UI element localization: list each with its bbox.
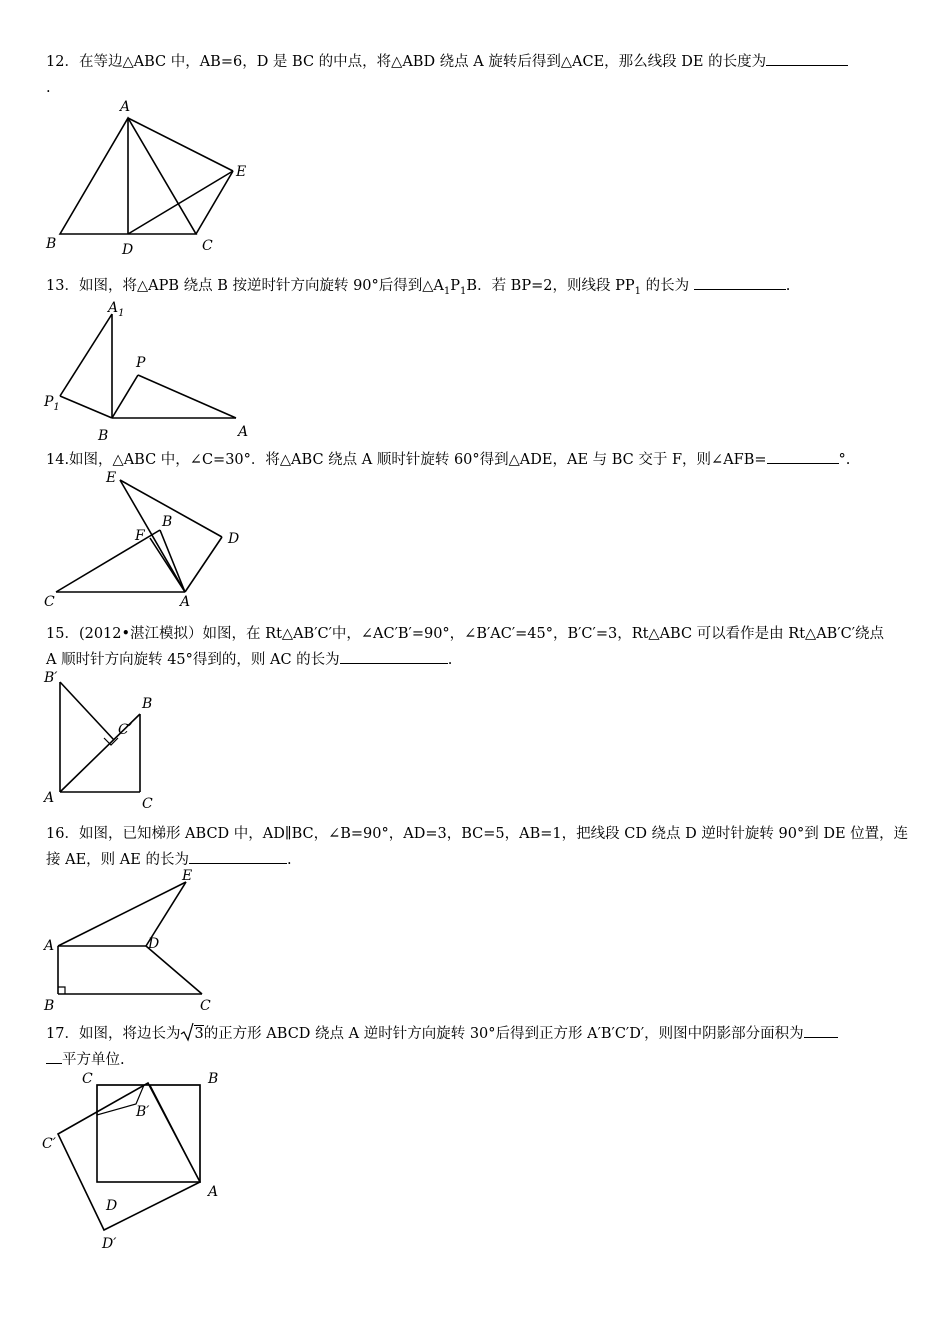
label-a: A [208, 1184, 219, 1200]
sqrt-symbol: 3 [180, 1022, 203, 1047]
square-abcd [97, 1085, 200, 1182]
q12-text: 12．在等边△ABC 中，AB=6，D 是 BC 的中点，将△ABD 绕点 A 旋转后得到△ACE，那么线段 DE 的长度为 [46, 54, 767, 70]
segment-bp [112, 375, 138, 418]
question-15: 15．(2012•湛江模拟）如图，在 Rt△AB′C′中，∠AC′B′=90°，∠B′AC′=45°，B′C′=3，Rt△ABC 可以看作是由 Rt△AB′C′绕点 [46, 626, 884, 642]
segment-ce [196, 171, 233, 234]
q15-figure [40, 668, 180, 818]
segment-bp-cp [60, 682, 114, 740]
segment-ba [160, 530, 185, 592]
question-16-line2: 接 AE，则 AE 的长为 . [46, 848, 908, 873]
segment-fa [150, 538, 185, 592]
label-b-prime: B′ [44, 670, 58, 686]
segment-da [185, 537, 222, 592]
label-c: C [200, 998, 211, 1014]
label-d: D [228, 531, 240, 547]
q12-end: . [46, 80, 51, 96]
q15-answer-blank[interactable] [340, 648, 448, 664]
label-p1: $P_1$ [44, 394, 60, 413]
label-e: E [106, 470, 117, 486]
question-17-line2: 平方单位. [46, 1048, 908, 1073]
segment-de [128, 171, 233, 234]
label-b-prime: B′ [136, 1104, 150, 1120]
label-p: P [136, 355, 146, 371]
label-d: D [122, 242, 134, 258]
segment-dc [146, 946, 202, 994]
label-c-prime: C′ [118, 722, 132, 738]
right-angle-mark [58, 987, 65, 994]
question-16: 16．如图，已知梯形 ABCD 中，AD∥BC，∠B=90°，AD=3，BC=5，AB=1，把线段 CD 绕点 D 逆时针旋转 90°到 DE 位置，连 [46, 826, 909, 842]
q17-answer-blank-part1[interactable] [804, 1022, 838, 1038]
q13-figure [40, 296, 270, 446]
label-b: B [98, 428, 109, 444]
question-12 [46, 50, 908, 75]
q12-answer-blank[interactable] [766, 50, 848, 66]
label-c: C [82, 1071, 93, 1087]
label-b: B [162, 514, 173, 530]
segment-ea [120, 480, 185, 592]
q16-answer-blank[interactable] [189, 848, 287, 864]
label-b: B [208, 1071, 219, 1087]
label-b: B [46, 236, 57, 252]
q14-answer-blank[interactable] [767, 448, 839, 464]
label-a: A [44, 938, 55, 954]
question-14: 14.如图，△ABC 中，∠C=30°．将△ABC 绕点 A 顺时针旋转 60°得到△ADE，AE 与 BC 交于 F，则∠AFB= °. [46, 448, 908, 473]
q12-figure [40, 92, 260, 262]
label-d: D [148, 936, 160, 952]
segment-p1b [60, 396, 112, 418]
q14-figure [40, 468, 260, 613]
label-a1: $A_1$ [108, 300, 125, 319]
label-e: E [182, 868, 193, 884]
label-c: C [142, 796, 153, 812]
q17-answer-blank-part2[interactable] [46, 1048, 62, 1064]
q13-answer-blank[interactable] [694, 274, 786, 290]
label-a: A [44, 790, 55, 806]
question-13: 13．如图，将△APB 绕点 B 按逆时针方向旋转 90°后得到$\triangle A_1P_1B$．若 BP=2，则线段 $PP_1$ 的长为 . [46, 274, 908, 304]
label-d: D [106, 1198, 118, 1214]
label-c: C [202, 238, 213, 254]
q16-figure [40, 868, 230, 1018]
square-ab-prime [58, 1083, 200, 1230]
label-f: F [135, 528, 145, 544]
segment-a1p1 [60, 314, 112, 396]
segment-pa [138, 375, 236, 418]
label-c: C [44, 594, 55, 610]
label-a: A [180, 594, 191, 610]
label-a: A [120, 99, 131, 115]
label-d-prime: D′ [102, 1236, 117, 1252]
question-17: 17．如图，将边长为 3的正方形 ABCD 绕点 A 逆时针方向旋转 30°后得到正方形 A′B′C′D′，则图中阴影部分面积为 [46, 1022, 908, 1047]
label-a: A [238, 424, 249, 440]
question-15-line2: A 顺时针方向旋转 45°得到的，则 AC 的长为 . [46, 648, 908, 673]
q17-figure [40, 1068, 240, 1253]
label-e: E [236, 164, 247, 180]
label-b: B [44, 998, 55, 1014]
label-c-prime: C′ [42, 1136, 56, 1152]
label-b: B [142, 696, 153, 712]
